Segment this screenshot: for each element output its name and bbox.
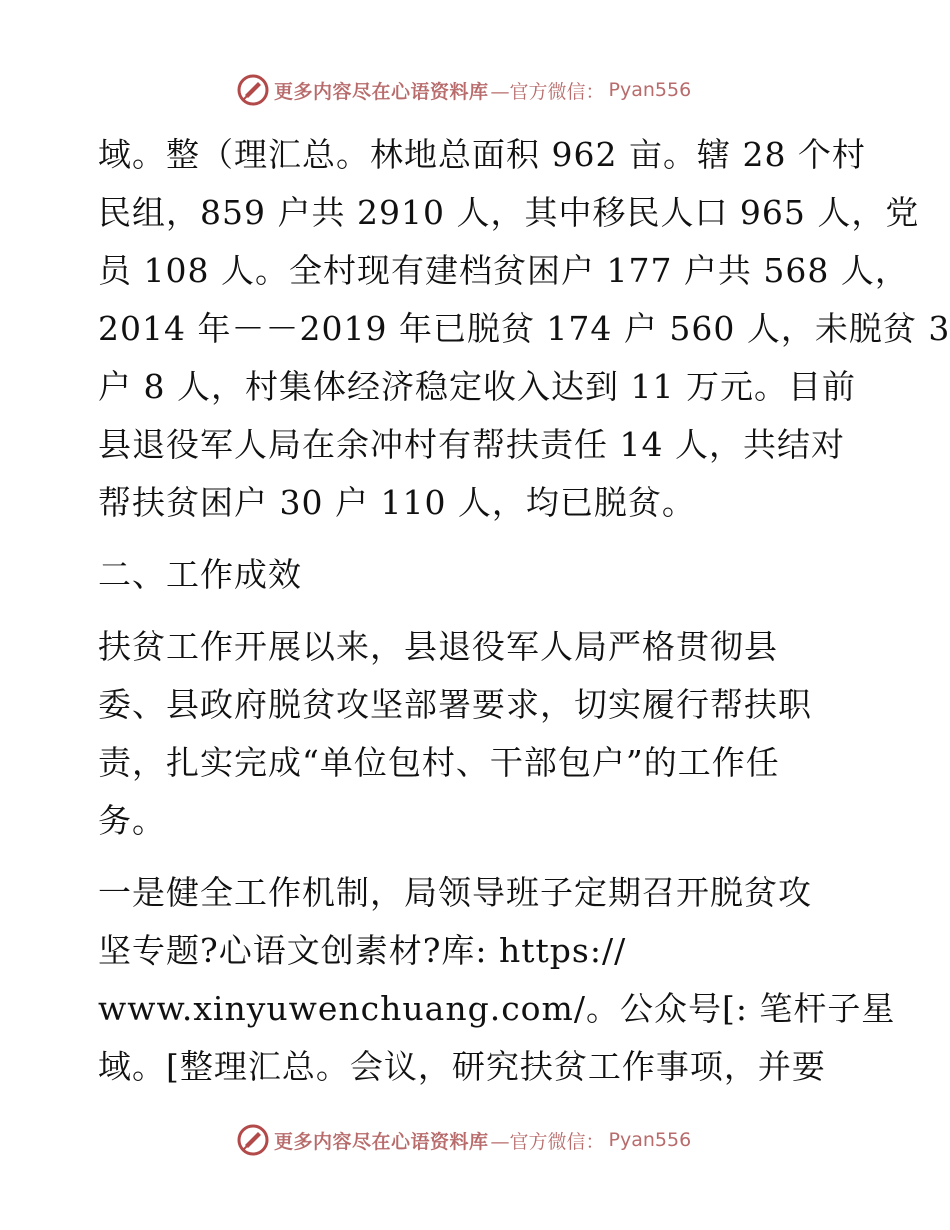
banner-title: 更多内容尽在心语资料库	[274, 80, 489, 103]
text-line: www.xinyuwenchuang.com/。公众号[: 笔杆子星	[98, 989, 896, 1028]
text-line: 域。整（理汇总。林地总面积 962 亩。辖 28 个村	[98, 135, 866, 174]
text-line: 县退役军人局在余冲村有帮扶责任 14 人，共结对	[98, 425, 845, 464]
banner-dash: —官方微信：	[490, 1130, 605, 1153]
text-line: 一是健全工作机制，局领导班子定期召开脱贫攻	[98, 873, 812, 912]
text-line: 坚专题?心语文创素材?库: https://	[98, 931, 627, 970]
text-line: 帮扶贫困户 30 户 110 人，均已脱贫。	[98, 483, 696, 522]
text-line: 责，扎实完成“单位包村、干部包户”的工作任	[98, 743, 780, 782]
text-line: 2014 年－－2019 年已脱贫 174 户 560 人，未脱贫 3	[98, 309, 950, 348]
text-line: 民组，859 户共 2910 人，其中移民人口 965 人，党	[98, 193, 920, 232]
text-line: 户 8 人，村集体经济稳定收入达到 11 万元。目前	[98, 367, 856, 406]
text-line: 委、县政府脱贫攻坚部署要求，切实履行帮扶职	[98, 685, 812, 724]
logo-icon	[236, 73, 270, 107]
paragraph-results	[98, 618, 858, 850]
banner-wechat-id: Pyan556	[608, 1129, 692, 1151]
text-line: 员 108 人。全村现有建档贫困户 177 户共 568 人，	[98, 251, 909, 290]
footer-watermark	[236, 1120, 691, 1160]
text-line: 扶贫工作开展以来，县退役军人局严格贯彻县	[98, 627, 778, 666]
document-body	[98, 126, 950, 1096]
paragraph-mechanism	[98, 864, 896, 1096]
header-watermark	[236, 70, 691, 110]
banner-title: 更多内容尽在心语资料库	[274, 1130, 489, 1153]
paragraph-intro	[98, 126, 950, 532]
text-line: 务。	[98, 801, 166, 840]
banner-wechat-id: Pyan556	[608, 79, 692, 101]
text-line: 域。[整理汇总。会议，研究扶贫工作事项，并要	[98, 1047, 826, 1086]
logo-icon	[236, 1123, 270, 1157]
banner-dash: —官方微信：	[490, 80, 605, 103]
section-heading: 二、工作成效	[98, 555, 302, 594]
